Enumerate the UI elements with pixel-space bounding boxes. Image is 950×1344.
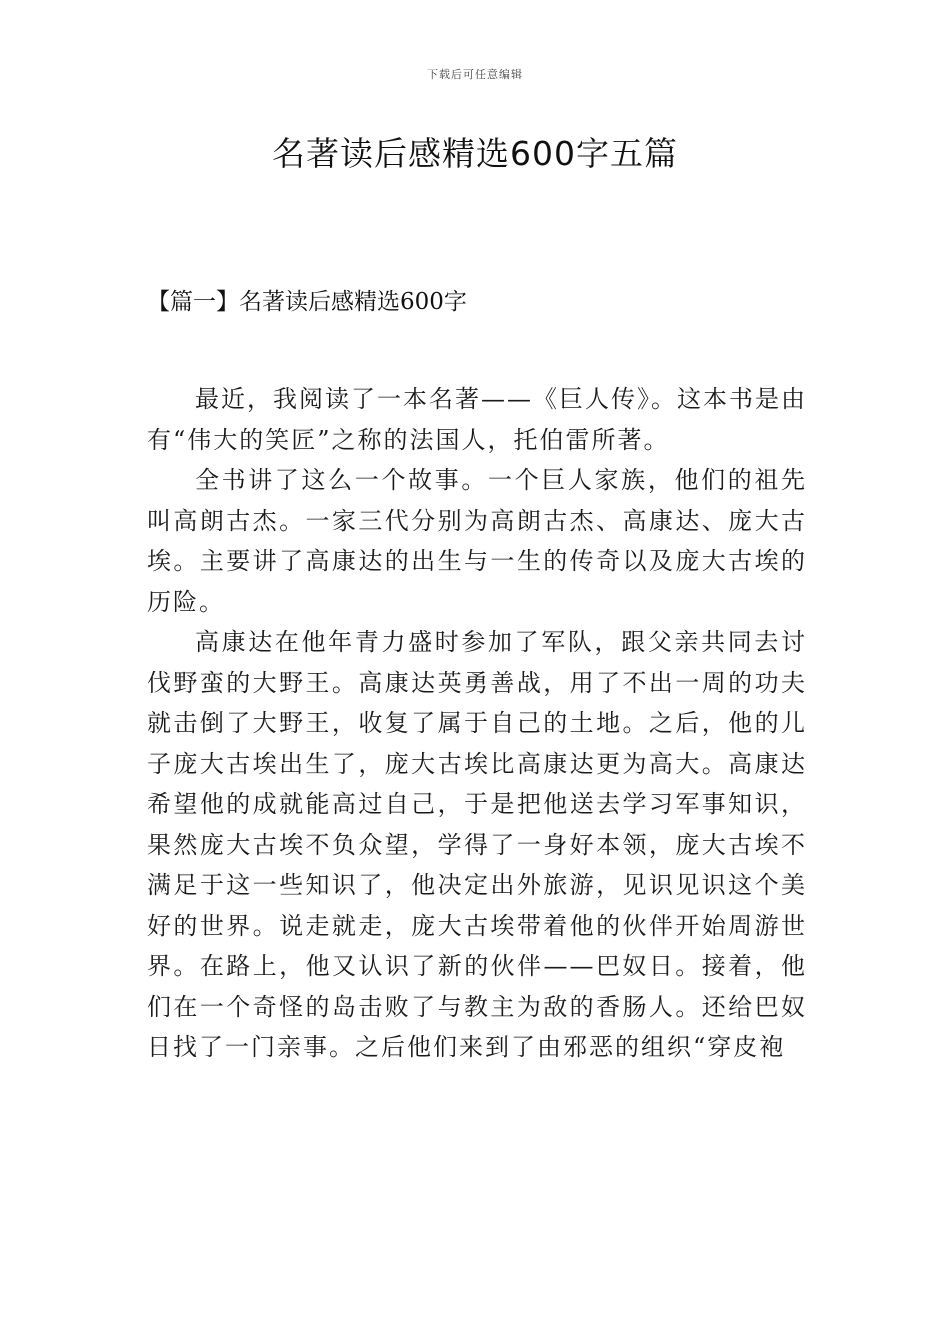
paragraph: 全书讲了这么一个故事。一个巨人家族，他们的祖先叫高朗古杰。一家三代分别为高朗古杰、高康达、庞大古埃。主要讲了高康达的出生与一生的传奇以及庞大古埃的历险。 <box>147 466 807 616</box>
paragraph: 高康达在他年青力盛时参加了军队，跟父亲共同去讨伐野蛮的大野王。高康达英勇善战，用了不出一周的功夫就击倒了大野王，收复了属于自己的土地。之后，他的儿子庞大古埃出生了，庞大古埃比高康达更为高大。高康达希望他的成就能高过自己，于是把他送去学习军事知识，果然庞大古埃不负众望，学得了一身好本领，庞大古埃不满足于这一些知识了，他决定出外旅游，见识见识这个美好的世界。说走就走，庞大古埃带着他的伙伴开始周游世界。在路上，他又认识了新的伙伴——巴奴日。接着，他们在一个奇怪的岛击败了与教主为敌的香肠人。还给巴奴日找了一门亲事。之后他们来到了由邪恶的组织“穿皮袍 <box>147 628 807 1061</box>
paragraph: 最近，我阅读了一本名著——《巨人传》。这本书是由有“伟大的笑匠”之称的法国人，托伯雷所著。 <box>147 385 807 454</box>
header-note: 下载后可任意编辑 <box>427 68 523 81</box>
body-text <box>147 379 807 1068</box>
document-title: 名著读后感精选600字五篇 <box>272 134 678 173</box>
section-heading: 【篇一】名著读后感精选600字 <box>147 289 467 315</box>
